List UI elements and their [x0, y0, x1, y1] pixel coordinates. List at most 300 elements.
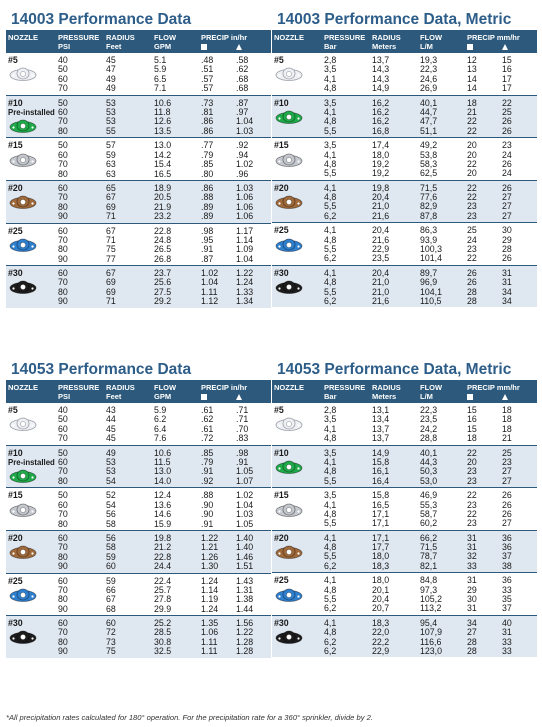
radius-cell — [370, 403, 418, 445]
flow-value: 95,4 — [420, 617, 438, 628]
nozzle-group-row — [6, 223, 271, 266]
flow-cell — [418, 573, 465, 616]
p1-value: 16 — [467, 414, 477, 425]
pressure-value: 70 — [58, 627, 68, 638]
radius-value: 16,8 — [372, 125, 390, 136]
flow-value: 46,9 — [420, 490, 438, 501]
p2-value: 26 — [502, 125, 512, 136]
nozzle-group-row — [6, 138, 271, 181]
p2-cell — [234, 95, 271, 138]
flow-value: 49,2 — [420, 140, 438, 151]
pressure-header: PRESSURE PSI — [56, 380, 104, 403]
p2-value: 24 — [502, 168, 512, 179]
nozzle-cell — [272, 530, 322, 573]
flow-value: 5.9 — [154, 64, 167, 75]
p1-value: .51 — [201, 64, 214, 75]
flow-cell — [418, 530, 465, 573]
p1-value: 23 — [467, 210, 477, 221]
radius-cell — [370, 265, 418, 307]
flow-value: 28.5 — [154, 627, 172, 638]
p1-value: 21 — [467, 106, 477, 117]
pressure-value: 60 — [58, 106, 68, 117]
radius-value: 58 — [106, 518, 116, 529]
nozzle-cell — [272, 138, 322, 181]
radius-cell — [104, 53, 152, 95]
nozzle-cell — [6, 266, 56, 308]
nozzle-header: NOZZLE — [6, 30, 56, 53]
pressure-value: 6,2 — [324, 295, 337, 306]
triangle-spacing-icon — [502, 394, 508, 400]
flow-value: 25.2 — [154, 618, 172, 629]
pressure-value: 4,8 — [324, 277, 337, 288]
pressure-value: 4,8 — [324, 508, 337, 519]
p2-value: .97 — [236, 106, 249, 117]
radius-value: 63 — [106, 168, 116, 179]
p1-value: 18 — [467, 433, 477, 444]
pressure-value: 4,1 — [324, 532, 337, 543]
square-spacing-icon — [467, 44, 473, 50]
nozzle-number: #10 — [274, 97, 289, 108]
p2-cell — [500, 95, 537, 138]
precip-header: PRECIP mm/hr — [465, 30, 537, 53]
pressure-value: 50 — [58, 140, 68, 151]
p1-value: 28 — [467, 286, 477, 297]
pressure-value: 80 — [58, 244, 68, 255]
radius-value: 13,7 — [372, 433, 390, 444]
p1-value: 1.21 — [201, 542, 219, 553]
table-14053-metric — [272, 358, 537, 657]
p1-cell — [465, 265, 500, 307]
nozzle-group-row — [6, 488, 271, 531]
nozzle-group-row — [272, 53, 537, 95]
radius-cell — [104, 445, 152, 488]
radius-value: 45 — [106, 55, 116, 65]
p1-value: 22 — [467, 253, 477, 264]
nozzle-group-row — [272, 403, 537, 445]
p2-cell — [234, 138, 271, 181]
nozzle-cell — [272, 403, 322, 445]
pressure-value: 4,1 — [324, 182, 337, 193]
p2-cell — [234, 616, 271, 658]
p2-value: 1.14 — [236, 234, 254, 245]
nozzle-group-row — [272, 95, 537, 138]
p1-value: 23 — [467, 466, 477, 477]
pressure-value: 50 — [58, 64, 68, 75]
pressure-value: 6,2 — [324, 560, 337, 571]
radius-value: 19,2 — [372, 168, 390, 179]
p2-value: .94 — [236, 149, 249, 160]
brown-nozzle-icon — [8, 545, 56, 562]
p2-value: 1.06 — [236, 211, 254, 222]
flow-value: 15.9 — [154, 518, 172, 529]
p1-value: .91 — [201, 244, 214, 255]
flow-value: 13.0 — [154, 140, 172, 151]
radius-value: 67 — [106, 192, 116, 203]
radius-cell — [370, 95, 418, 138]
p1-value: 1.24 — [201, 575, 219, 586]
nozzle-cell — [272, 573, 322, 616]
flow-value: 86,3 — [420, 225, 438, 236]
flow-value: 30.8 — [154, 636, 172, 647]
flow-value: 6.5 — [154, 73, 167, 84]
pressure-value: 60 — [58, 532, 68, 543]
flow-value: 53,0 — [420, 475, 438, 486]
radius-cell — [104, 223, 152, 266]
triangle-spacing-icon — [502, 44, 508, 50]
p1-cell — [465, 95, 500, 138]
p2-value: .71 — [236, 405, 249, 415]
p2-value: 16 — [502, 64, 512, 75]
p2-value: 21 — [502, 433, 512, 444]
p2-value: 36 — [502, 542, 512, 553]
p1-cell — [465, 573, 500, 616]
table-14003 — [6, 8, 271, 308]
radius-value: 58 — [106, 542, 116, 553]
flow-cell — [152, 138, 199, 181]
black-nozzle-icon — [274, 630, 322, 647]
flow-value: 12.6 — [154, 116, 172, 127]
pressure-cell — [322, 223, 370, 266]
pressure-value: 60 — [58, 149, 68, 160]
pressure-value: 6,2 — [324, 253, 337, 264]
radius-cell — [370, 180, 418, 223]
p2-value: 27 — [502, 475, 512, 486]
flow-value: 22.8 — [154, 225, 172, 236]
p2-cell — [500, 53, 537, 95]
nozzle-group-row — [6, 530, 271, 573]
radius-cell — [104, 266, 152, 308]
flow-value: 12.4 — [154, 490, 172, 501]
flow-cell — [152, 266, 199, 308]
radius-value: 13,7 — [372, 55, 390, 65]
nozzle-cell — [6, 223, 56, 266]
pressure-value: 6,2 — [324, 636, 337, 647]
nozzle-group-row — [272, 573, 537, 616]
pressure-cell — [322, 615, 370, 657]
p2-value: 26 — [502, 116, 512, 127]
p1-value: .79 — [201, 149, 214, 160]
radius-value: 22,9 — [372, 645, 390, 656]
p2-value: 23 — [502, 140, 512, 151]
p2-cell — [234, 573, 271, 616]
p2-value: 29 — [502, 234, 512, 245]
panel-title: 14053 Performance Data — [11, 361, 192, 378]
p1-value: 14 — [467, 73, 477, 84]
radius-cell — [370, 488, 418, 531]
p1-cell — [199, 403, 234, 445]
p1-value: 23 — [467, 499, 477, 510]
nozzle-number: #30 — [8, 618, 23, 629]
p1-cell — [465, 138, 500, 181]
nozzle-cell — [272, 615, 322, 657]
flow-value: 11.8 — [154, 106, 171, 117]
flow-value: 24.8 — [154, 234, 172, 245]
p1-value: 22 — [467, 447, 477, 458]
radius-value: 17,1 — [372, 532, 390, 543]
flow-cell — [418, 95, 465, 138]
flow-value: 13.5 — [154, 125, 172, 136]
pressure-value: 4,8 — [324, 234, 337, 245]
p1-value: 1.04 — [201, 277, 219, 288]
flow-cell — [152, 180, 199, 223]
flow-value: 28,8 — [420, 433, 438, 444]
pressure-value: 4,1 — [324, 456, 337, 467]
radius-cell — [104, 138, 152, 181]
radius-value: 54 — [106, 475, 116, 486]
radius-cell — [104, 95, 152, 138]
p1-value: 18 — [467, 97, 477, 108]
p2-value: 37 — [502, 551, 512, 562]
p1-value: .48 — [201, 55, 214, 65]
nozzle-group-row — [272, 180, 537, 223]
p2-value: 1.04 — [236, 116, 254, 127]
radius-value: 21,6 — [372, 295, 390, 306]
flow-cell — [152, 573, 199, 616]
p1-cell — [465, 615, 500, 657]
pressure-value: 5,5 — [324, 244, 337, 255]
pressure-cell — [322, 445, 370, 488]
nozzle-number: #10 — [8, 447, 23, 458]
radius-value: 67 — [106, 268, 116, 279]
p1-cell — [199, 530, 234, 573]
p1-cell — [199, 266, 234, 308]
flow-value: 14.6 — [154, 509, 172, 520]
table-header — [272, 30, 537, 53]
pressure-value: 70 — [58, 116, 68, 127]
radius-cell — [370, 615, 418, 657]
p2-value: 1.43 — [236, 575, 254, 586]
p2-value: 34 — [502, 286, 512, 297]
pressure-value: 60 — [58, 575, 68, 586]
p1-cell — [465, 53, 500, 95]
p1-value: .85 — [201, 447, 214, 458]
panel-title: 14003 Performance Data, Metric — [277, 11, 512, 28]
p1-value: 1.14 — [201, 584, 219, 595]
p1-cell — [465, 403, 500, 445]
pressure-value: 60 — [58, 499, 68, 510]
radius-value: 49 — [106, 447, 116, 458]
p2-value: 1.38 — [236, 594, 254, 605]
p2-cell — [500, 138, 537, 181]
p2-cell — [500, 573, 537, 616]
flow-value: 22.8 — [154, 551, 172, 562]
p2-value: 33 — [502, 645, 512, 656]
pressure-value: 90 — [58, 296, 68, 307]
radius-value: 59 — [106, 575, 116, 586]
pressure-value: 70 — [58, 433, 68, 444]
nozzle-group-row — [6, 573, 271, 616]
p1-value: 30 — [467, 594, 477, 605]
flow-value: 82,9 — [420, 201, 438, 212]
blue-nozzle-icon — [8, 238, 56, 255]
flow-value: 7.6 — [154, 433, 167, 444]
flow-value: 78,7 — [420, 551, 438, 562]
p1-cell — [199, 180, 234, 223]
p1-value: .89 — [201, 211, 214, 222]
p2-value: .91 — [236, 456, 249, 467]
p2-value: 1.44 — [236, 603, 254, 614]
p1-value: 31 — [467, 603, 477, 614]
green-nozzle-icon — [8, 119, 56, 136]
radius-value: 69 — [106, 277, 116, 288]
nozzle-cell — [272, 223, 322, 266]
white-nozzle-icon — [274, 417, 322, 434]
pressure-value: 80 — [58, 594, 68, 605]
radius-value: 43 — [106, 405, 116, 415]
p2-value: 1.34 — [236, 296, 254, 307]
p1-cell — [199, 616, 234, 658]
pressure-cell — [322, 530, 370, 573]
pressure-value: 4,8 — [324, 158, 337, 169]
pressure-value: 4,8 — [324, 83, 337, 94]
pressure-value: 70 — [58, 192, 68, 203]
flow-cell — [152, 445, 199, 488]
pressure-value: 60 — [58, 73, 68, 84]
p2-value: 36 — [502, 532, 512, 543]
p1-value: 1.24 — [201, 603, 219, 614]
flow-value: 116,6 — [420, 636, 442, 647]
pressure-value: 6,2 — [324, 210, 337, 221]
nozzle-number: #5 — [274, 55, 284, 65]
pressure-cell — [56, 180, 104, 223]
flow-value: 26.5 — [154, 244, 172, 255]
flow-value: 123,0 — [420, 645, 443, 656]
p2-value: 1.03 — [236, 125, 254, 136]
pressure-value: 4,8 — [324, 433, 337, 444]
p2-value: .96 — [236, 168, 249, 179]
radius-header: RADIUS Feet — [104, 30, 152, 53]
p1-value: 1.19 — [201, 594, 219, 605]
p1-value: 27 — [467, 627, 477, 638]
p2-value: .70 — [236, 423, 249, 434]
p1-value: 15 — [467, 405, 477, 415]
p2-value: 25 — [502, 447, 512, 458]
flow-value: 97,3 — [420, 584, 438, 595]
pressure-value: 4,1 — [324, 499, 337, 510]
nozzle-header: NOZZLE — [272, 380, 322, 403]
flow-cell — [418, 403, 465, 445]
pressure-value: 50 — [58, 447, 68, 458]
p2-value: .58 — [236, 55, 249, 65]
p1-value: .91 — [201, 466, 214, 477]
pressure-value: 60 — [58, 225, 68, 236]
p1-value: 23 — [467, 475, 477, 486]
nozzle-number: #25 — [274, 575, 289, 586]
radius-value: 15,8 — [372, 456, 390, 467]
p2-value: 23 — [502, 456, 512, 467]
nozzle-number: #30 — [274, 267, 289, 278]
p2-value: 1.22 — [236, 268, 254, 279]
flow-value: 14.2 — [154, 149, 172, 160]
pressure-value: 60 — [58, 423, 68, 434]
radius-value: 21,0 — [372, 286, 390, 297]
table-14053 — [6, 358, 271, 658]
pressure-cell — [322, 95, 370, 138]
p2-value: 1.28 — [236, 646, 254, 657]
radius-value: 17,1 — [372, 508, 390, 519]
nozzle-number: #5 — [274, 405, 284, 415]
radius-value: 45 — [106, 433, 116, 444]
radius-cell — [104, 488, 152, 531]
flow-value: 26.8 — [154, 253, 172, 264]
white-nozzle-icon — [8, 67, 56, 84]
flow-value: 58,3 — [420, 158, 438, 169]
flow-cell — [152, 403, 199, 445]
flow-value: 19,3 — [420, 55, 438, 65]
pressure-cell — [56, 573, 104, 616]
radius-value: 19,2 — [372, 158, 390, 169]
p1-value: 28 — [467, 645, 477, 656]
flow-value: 104,1 — [420, 286, 443, 297]
nozzle-cell — [272, 265, 322, 307]
pressure-value: 6,2 — [324, 603, 337, 614]
p2-cell — [500, 445, 537, 488]
pressure-cell — [56, 616, 104, 658]
p2-value: 26 — [502, 490, 512, 501]
p2-value: 36 — [502, 575, 512, 586]
p1-value: .57 — [201, 73, 214, 84]
flow-value: 27.5 — [154, 286, 172, 297]
p1-value: 32 — [467, 551, 477, 562]
pressure-value: 4,1 — [324, 106, 337, 117]
radius-value: 75 — [106, 244, 116, 255]
pressure-value: 3,5 — [324, 64, 337, 75]
p2-value: 1.46 — [236, 551, 254, 562]
p1-value: 22 — [467, 125, 477, 136]
p2-value: 1.03 — [236, 509, 254, 520]
p1-value: .92 — [201, 475, 214, 486]
nozzle-number: #30 — [274, 617, 289, 628]
pressure-value: 4,1 — [324, 575, 337, 586]
radius-value: 20,4 — [372, 594, 390, 605]
p2-value: 25 — [502, 106, 512, 117]
radius-value: 18,0 — [372, 149, 390, 160]
p1-value: 1.02 — [201, 268, 219, 279]
radius-value: 22,0 — [372, 627, 390, 638]
pressure-cell — [56, 530, 104, 573]
p1-value: 22 — [467, 116, 477, 127]
nozzle-number: #15 — [274, 490, 289, 501]
flow-cell — [418, 445, 465, 488]
performance-table — [272, 30, 537, 307]
nozzle-cell — [6, 180, 56, 223]
pressure-value: 4,1 — [324, 423, 337, 434]
p1-cell — [199, 573, 234, 616]
pressure-value: 60 — [58, 456, 68, 467]
pressure-cell — [322, 138, 370, 181]
radius-value: 18,3 — [372, 560, 390, 571]
p1-cell — [199, 138, 234, 181]
flow-value: 84,8 — [420, 575, 438, 586]
pressure-cell — [56, 488, 104, 531]
pressure-value: 70 — [58, 509, 68, 520]
radius-value: 14,9 — [372, 447, 390, 458]
panel-title: 14003 Performance Data — [11, 11, 192, 28]
flow-cell — [152, 530, 199, 573]
p2-value: 27 — [502, 518, 512, 529]
nozzle-group-row — [272, 488, 537, 531]
p1-value: .87 — [201, 253, 214, 264]
radius-value: 53 — [106, 97, 116, 108]
table-header — [272, 380, 537, 403]
black-nozzle-icon — [8, 280, 56, 297]
pressure-value: 90 — [58, 646, 68, 657]
radius-value: 20,1 — [372, 584, 390, 595]
pressure-value: 40 — [58, 55, 68, 65]
flow-value: 14.0 — [154, 475, 172, 486]
pressure-value: 80 — [58, 475, 68, 486]
p2-value: 1.04 — [236, 253, 254, 264]
